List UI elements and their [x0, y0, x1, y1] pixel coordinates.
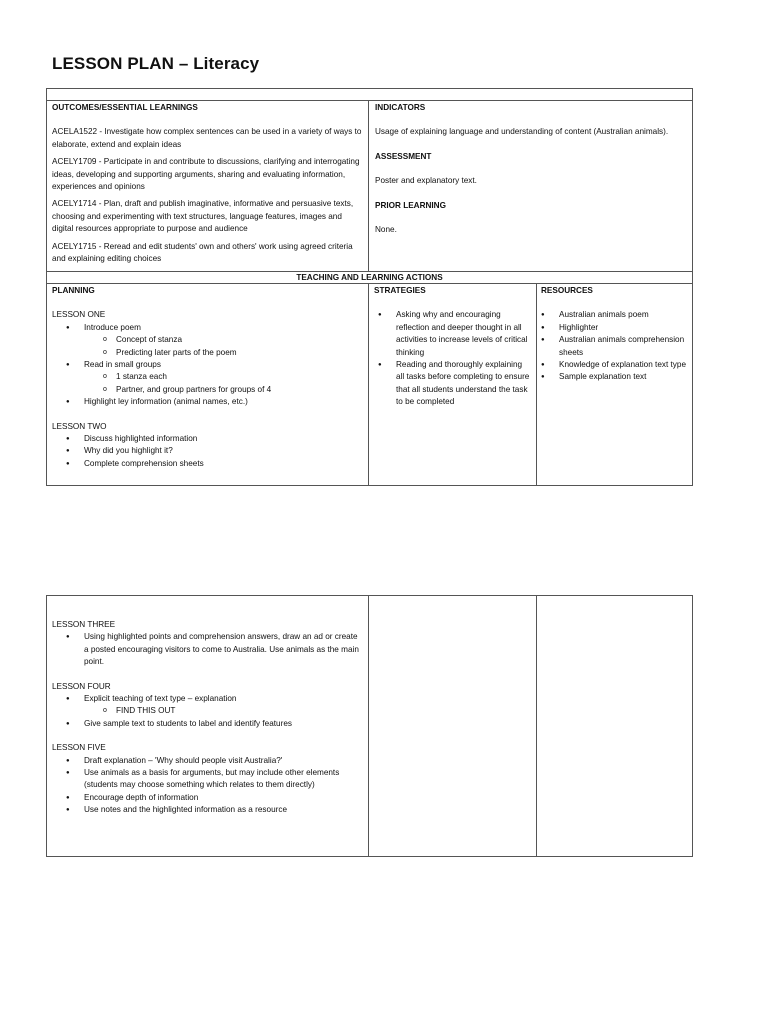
lesson-four-list	[52, 693, 364, 730]
lesson-three-list	[52, 631, 364, 668]
indicators-text: Usage of explaining language and understanding of content (Australian animals).	[375, 127, 669, 137]
list-item: ● Use animals as a basis for arguments, but may include other elements (students may choose something which relates to them directly)	[84, 767, 364, 792]
list-item: o FIND THIS OUT	[116, 705, 364, 717]
list-item: ● Draft explanation – 'Why should people visit Australia?'	[84, 755, 364, 767]
list-item: ● Reading and thoroughly explaining all tasks before completing to ensure that all students understand the task to be completed	[396, 359, 532, 409]
lesson-two-list	[52, 433, 364, 470]
lesson-one-heading: LESSON ONE	[52, 310, 106, 320]
list-item: o Partner, and group partners for groups of 4	[116, 384, 364, 396]
lesson-four-heading: LESSON FOUR	[52, 681, 111, 691]
teaching-actions-header: TEACHING AND LEARNING ACTIONS	[296, 273, 443, 282]
lesson-one-list	[52, 322, 364, 409]
outcomes-cell	[52, 102, 364, 265]
list-item: ● Encourage depth of information	[84, 792, 364, 804]
outcome-acely1714: ACELY1714 - Plan, draft and publish imaginative, informative and persuasive texts, choosing and experimenting with text structures, language features, images and digital resources appropriate to purpose and audience	[52, 199, 354, 234]
list-item: ● Discuss highlighted information	[84, 433, 364, 445]
list-item: ● Give sample text to students to label and identify features	[84, 718, 364, 730]
outcome-acela1522: ACELA1522 - Investigate how complex sentences can be used in a variety of ways to elaborate, extend and explain ideas	[52, 127, 362, 149]
list-item: ● Complete comprehension sheets	[84, 458, 364, 470]
planning-header: PLANNING	[52, 286, 95, 295]
document-title: LESSON PLAN – Literacy	[52, 54, 260, 73]
planning-cell	[52, 285, 364, 470]
assessment-header: ASSESSMENT	[375, 151, 432, 161]
lesson-three-heading: LESSON THREE	[52, 620, 116, 629]
outcome-acely1715: ACELY1715 - Reread and edit students' own and others' work using agreed criteria and explaining editing choices	[52, 241, 353, 264]
resources-header: RESOURCES	[541, 286, 593, 295]
indicators-header: INDICATORS	[375, 103, 426, 112]
indicators-cell	[375, 102, 687, 236]
list-item: ● Using highlighted points and comprehension answers, draw an ad or create a posted encouraging visitors to come to Australia. Use animals as the main point.	[84, 631, 364, 668]
strategies-header: STRATEGIES	[374, 286, 426, 295]
list-item: ● Sample explanation text	[559, 371, 689, 383]
strategies-cell	[374, 285, 532, 409]
planning-cell-continued	[52, 619, 364, 817]
outcomes-header: OUTCOMES/ESSENTIAL LEARNINGS	[52, 103, 198, 112]
strategies-list	[374, 309, 532, 408]
lesson-two-heading: LESSON TWO	[52, 421, 107, 431]
list-item: ● Explicit teaching of text type – explanation o FIND THIS OUT	[84, 693, 364, 718]
list-item: ● Use notes and the highlighted information as a resource	[84, 804, 364, 816]
lesson-five-list	[52, 755, 364, 817]
assessment-text: Poster and explanatory text.	[375, 176, 477, 186]
list-item: ● Highlight ley information (animal names, etc.)	[84, 396, 364, 408]
resources-list	[541, 309, 689, 383]
resources-cell	[541, 285, 689, 384]
list-item: ● Asking why and encouraging reflection and deeper thought in all activities to increase levels of critical thinking	[396, 309, 532, 359]
list-item: ● Introduce poem o Concept of stanza o Predicting later parts of the poem	[84, 322, 364, 359]
list-item: o 1 stanza each	[116, 371, 364, 383]
lesson-five-heading: LESSON FIVE	[52, 743, 106, 753]
list-item: ● Australian animals comprehension sheets	[559, 334, 689, 359]
list-item: ● Why did you highlight it?	[84, 445, 364, 457]
list-item: ● Highlighter	[559, 322, 689, 334]
list-item: ● Read in small groups o 1 stanza each o Partner, and group partners for groups of 4	[84, 359, 364, 396]
prior-learning-header: PRIOR LEARNING	[375, 200, 446, 210]
list-item: ● Knowledge of explanation text type	[559, 359, 689, 371]
list-item: o Predicting later parts of the poem	[116, 347, 364, 359]
list-item: ● Australian animals poem	[559, 309, 689, 321]
outcome-acely1709: ACELY1709 - Participate in and contribute to discussions, clarifying and interrogating ideas, developing and supporting arguments, sharing and evaluating information, experiences and opinions	[52, 157, 360, 192]
list-item: o Concept of stanza	[116, 334, 364, 346]
prior-learning-text: None.	[375, 225, 397, 235]
